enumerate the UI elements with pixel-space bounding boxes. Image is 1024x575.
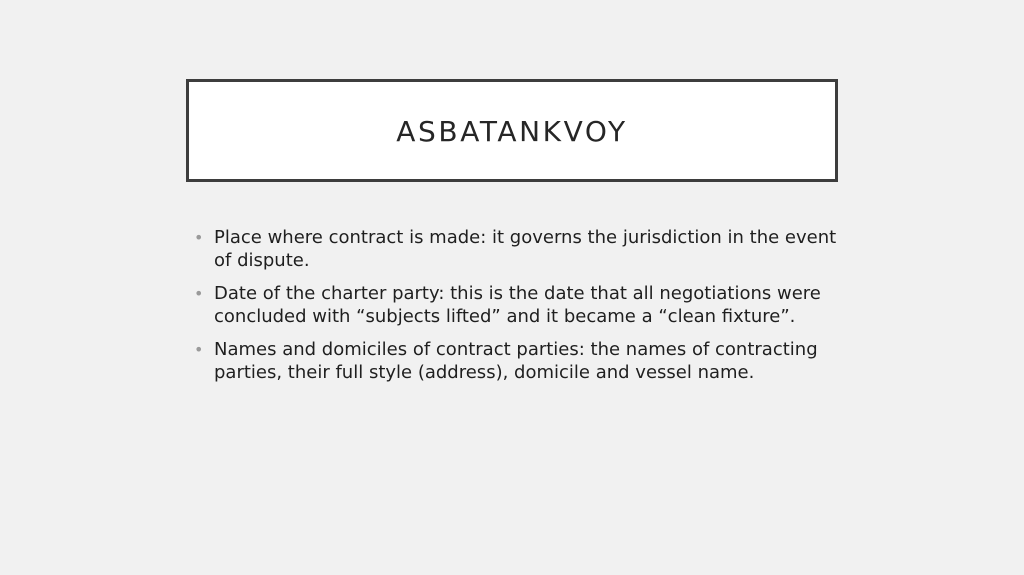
bullet-text: Names and domiciles of contract parties: the names of contracting parties, their full style (address), domicile and vessel name. bbox=[214, 339, 818, 383]
bullet-text: Place where contract is made: it governs the jurisdiction in the event of dispute. bbox=[214, 227, 837, 271]
bullet-item-place bbox=[194, 226, 854, 272]
bullet-dot-icon: • bbox=[194, 228, 204, 247]
slide-title: ASBATANKVOY bbox=[396, 115, 628, 148]
bullet-list bbox=[194, 226, 854, 394]
bullet-dot-icon: • bbox=[194, 340, 204, 359]
title-box bbox=[186, 79, 838, 182]
bullet-item-date bbox=[194, 282, 854, 328]
bullet-item-parties bbox=[194, 338, 854, 384]
bullet-text: Date of the charter party: this is the date that all negotiations were concluded with “subjects lifted” and it became a “clean fixture”. bbox=[214, 283, 821, 327]
bullet-dot-icon: • bbox=[194, 284, 204, 303]
